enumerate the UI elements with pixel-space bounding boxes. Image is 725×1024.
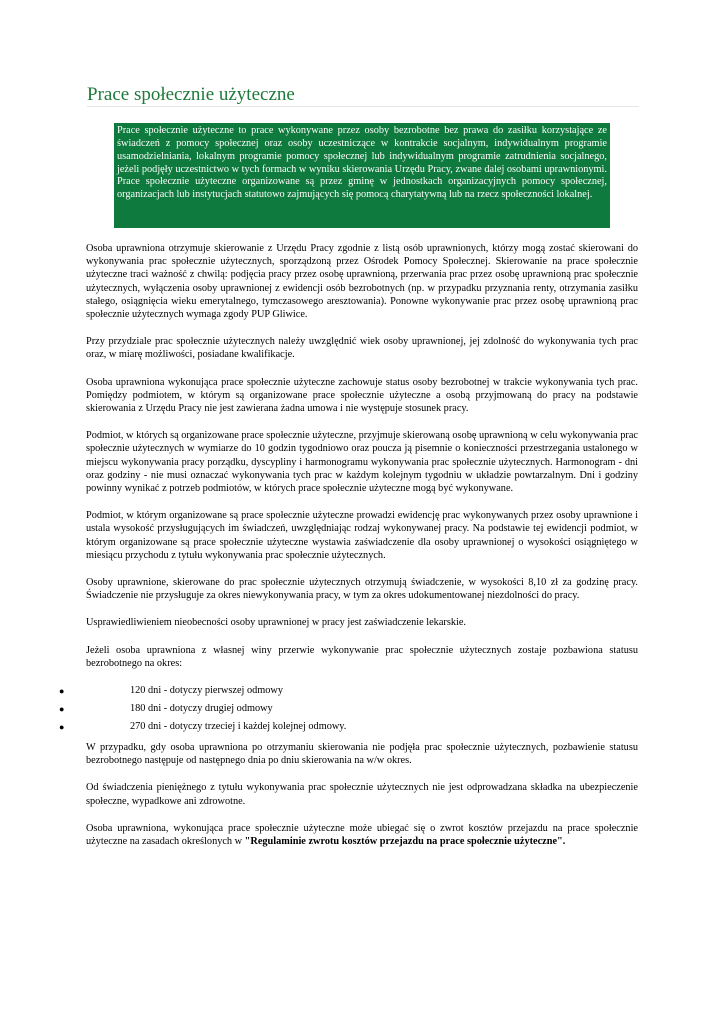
list-item bbox=[59, 700, 638, 718]
paragraph: Osoby uprawnione, skierowane do prac społecznie użytecznych otrzymują świadczenie, w wysokości 8,10 zł za godzinę pracy. Świadczenie nie przysługuje za okres niewykonywania pracy, w tym za okres udokumentowanej niezdolności do pracy. bbox=[86, 577, 638, 602]
paragraph: Osoba uprawniona otrzymuje skierowanie z Urzędu Pracy zgodnie z listą osób uprawnionych, którzy mogą zostać skierowani do wykonywania prac społecznie użytecznych, sporządzoną przez Ośrodek Pomocy Społecznej. Skierowanie na prace społecznie użyteczne traci ważność z chwilą: podjęcia pracy przez osobę uprawnioną, przerwania prac przez osobę uprawnioną prac społecznie użytecznych, wyłączenia osoby uprawnionej z ewidencji osób bezrobotnych (np. w przypadku przyznania renty, otrzymania zasiłku stałego, osiągnięcia wieku emerytalnego, tymczasowego aresztowania). Ponowne wykonywanie prac przez osobę uprawnioną prac społecznie użytecznych wymaga zgody PUP Gliwice. bbox=[86, 243, 638, 321]
regulation-title: "Regulaminie zwrotu kosztów przejazdu na prace społecznie użyteczne". bbox=[244, 836, 566, 848]
paragraph: Usprawiedliwieniem nieobecności osoby uprawnionej w pracy jest zaświadczenie lekarskie. bbox=[86, 617, 466, 629]
paragraph: Jeżeli osoba uprawniona z własnej winy przerwie wykonywanie prac społecznie użytecznych zostaje pozbawiona statusu bezrobotnego na okres: bbox=[86, 644, 638, 669]
list-item bbox=[59, 718, 638, 736]
bullet-icon: ● bbox=[59, 704, 65, 715]
paragraph: Przy przydziale prac społecznie użytecznych należy uwzględnić wiek osoby uprawnionej, jej zdolność do wykonywania tych prac oraz, w miarę możliwości, posiadane kwalifikacje. bbox=[86, 336, 638, 361]
paragraph: W przypadku, gdy osoba uprawniona po otrzymaniu skierowania nie podjęła prac społecznie użytecznych, pozbawienie statusu bezrobotnego następuje od następnego dnia po dniu skierowania na w/w okres. bbox=[86, 742, 638, 767]
bullet-icon: ● bbox=[59, 722, 65, 733]
title-divider bbox=[87, 106, 639, 107]
paragraph: Osoba uprawniona wykonująca prace społecznie użyteczne zachowuje status osoby bezrobotnej w trakcie wykonywania tych prac. Pomiędzy podmiotem, w którym są organizowane prace społecznie użyteczne a osobą przyjmowaną do pracy na podstawie skierowania z Urzędu Pracy nie jest zawierana żadna umowa i nie występuje stosunek pracy. bbox=[86, 376, 638, 415]
paragraph bbox=[86, 822, 638, 848]
list-item-text: 270 dni - dotyczy trzeciej i każdej kolejnej odmowy. bbox=[130, 721, 347, 733]
penalty-list bbox=[59, 682, 638, 736]
paragraph: Podmiot, w których są organizowane prace społecznie użyteczne, przyjmuje skierowaną osobę uprawnioną w celu wykonywania prac społecznie użytecznych w wymiarze do 10 godzin tygodniowo oraz poucza ją pisemnie o konieczności przestrzegania ustalonego w miejscu wykonywania pracy porządku, dyscypliny i harmonogramu wykonywania prac społecznie użytecznych. Harmonogram - dni oraz godziny - nie musi oznaczać wykonywania tych prac w każdym kolejnym tygodniu w układzie powtarzalnym. Dni i godziny powinny wynikać z potrzeb podmiotów, w których prace społecznie użyteczne mogą być wykonywane. bbox=[86, 430, 638, 495]
list-item-text: 120 dni - dotyczy pierwszej odmowy bbox=[130, 685, 283, 697]
bullet-icon: ● bbox=[59, 686, 65, 697]
paragraph: Podmiot, w którym organizowane są prace społecznie użyteczne prowadzi ewidencję prac wykonywanych przez osoby uprawnione i ustala wysokość przysługujących im świadczeń, uwzględniając rodzaj wykonywanej pracy. Na podstawie tej ewidencji podmiot, w którym organizowane są prace społecznie użyteczne wystawia zaświadczenie dla osoby uprawnionej o wysokości osiągniętego w miesiącu przychodu z tytułu wykonywania prac społecznie użytecznych. bbox=[86, 510, 638, 561]
list-item-text: 180 dni - dotyczy drugiej odmowy bbox=[130, 703, 273, 715]
intro-callout: Prace społecznie użyteczne to prace wykonywane przez osoby bezrobotne bez prawa do zasiłku korzystające ze świadczeń z pomocy społecznej oraz osoby uczestniczące w kontrakcie socjalnym, indywidualnym programie usamodzielniania, lokalnym programie pomocy społecznej lub indywidualnym programie zatrudnienia socjalnego, jeżeli podjęły uczestnictwo w tych formach w wyniku skierowania Urzędu Pracy, zwane dalej osobami uprawnionymi. Prace społecznie użyteczne organizowane są przez gminę w jednostkach organizacyjnych pomocy społecznej, organizacjach lub instytucjach statutowo zajmujących się pomocą charytatywną lub na rzecz społeczności lokalnej. bbox=[114, 123, 610, 228]
article-body bbox=[59, 242, 638, 862]
final-text: Osoba uprawniona, wykonująca prace społecznie użyteczne może ubiegać się o zwrot kosztów przejazdu na prace społecznie użyteczne na zasadach określonych w bbox=[86, 822, 638, 848]
paragraph: Od świadczenia pieniężnego z tytułu wykonywania prac społecznie użytecznych nie jest odprowadzana składka na ubezpieczenie społeczne, wypadkowe ani zdrowotne. bbox=[86, 782, 638, 807]
list-item bbox=[59, 682, 638, 700]
page-title: Prace społecznie użyteczne bbox=[87, 84, 295, 105]
